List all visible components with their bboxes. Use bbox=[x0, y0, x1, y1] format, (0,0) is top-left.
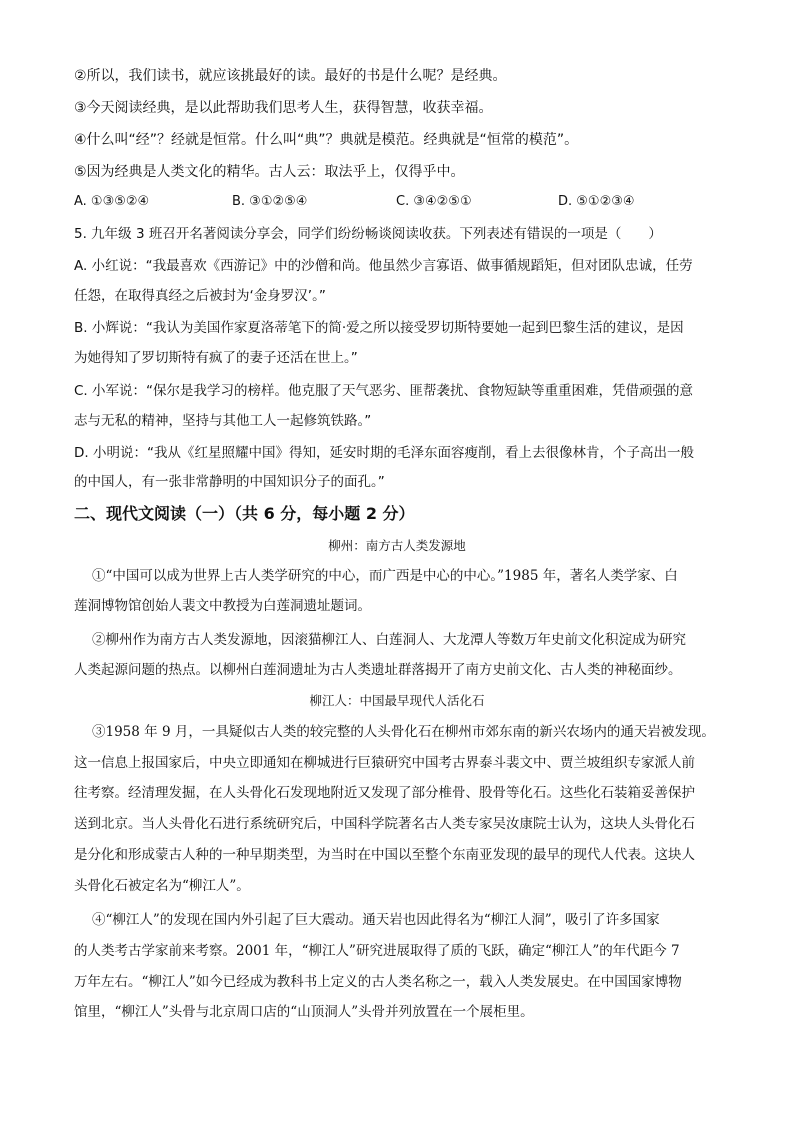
reorder-item-4: ④什么叫“经”？经就是恒常。什么叫“典”？典就是模范。经典就是“恒常的模范”。 bbox=[74, 132, 579, 148]
paragraph-1-line2: 莲洞博物馆创始人裴文中教授为白莲洞遗址题词。 bbox=[74, 598, 371, 614]
section-heading: 二、现代文阅读（一）（共 6 分，每小题 2 分） bbox=[74, 504, 415, 523]
q4-option-c: C. ③④②⑤① bbox=[396, 194, 472, 209]
paragraph-4-line1: ④“柳江人”的发现在国内外引起了巨大震动。通天岩也因此得名为“柳江人洞”，吸引了许多国家 bbox=[92, 912, 660, 928]
q4-option-a: A. ①③⑤②④ bbox=[74, 194, 150, 209]
paragraph-2-line2: 人类起源问题的热点。以柳州白莲洞遗址为古人类遗址群落揭开了南方史前文化、古人类的神秘面纱。 bbox=[74, 662, 682, 678]
q5-option-d-line2: 的中国人，有一张非常静明的中国知识分子的面孔。” bbox=[74, 474, 385, 490]
paragraph-4-line4: 馆里，“柳江人”头骨与北京周口店的“山顶洞人”头骨并列放置在一个展柜里。 bbox=[74, 1004, 534, 1020]
q5-option-c-line1: C. 小军说：“保尔是我学习的榜样。他克服了天气恶劣、匪帮袭扰、食物短缺等重重困难，凭借顽强的意 bbox=[74, 383, 694, 399]
q5-option-b-line1: B. 小辉说：“我认为美国作家夏洛蒂笔下的简·爱之所以接受罗切斯特要她一起到巴黎生活的建议，是因 bbox=[74, 320, 684, 336]
q5-stem: 5. 九年级 3 班召开名著阅读分享会，同学们纷纷畅谈阅读收获。下列表述有错误的一项是（ ） bbox=[74, 226, 662, 242]
article-subtitle-2: 柳江人：中国最早现代人活化石 bbox=[309, 693, 485, 708]
q4-option-d: D. ⑤①②③④ bbox=[558, 194, 635, 209]
paragraph-3-line6: 头骨化石被定名为“柳江人”。 bbox=[74, 878, 250, 894]
reorder-item-5: ⑤因为经典是人类文化的精华。古人云：取法乎上，仅得乎中。 bbox=[74, 164, 465, 180]
paragraph-4-line3: 万年左右。“柳江人”如今已经成为教科书上定义的古人类名称之一，载入人类发展史。在中国国家博物 bbox=[74, 974, 682, 990]
q4-option-b: B. ③①②⑤④ bbox=[232, 194, 308, 209]
q5-option-a-line2: 任怨，在取得真经之后被封为‘金身罗汉’。” bbox=[74, 288, 326, 304]
paragraph-1-line1: ①“中国可以成为世界上古人类学研究的中心，而广西是中心的中心。”1985 年，著名人类学家、白 bbox=[92, 568, 678, 584]
q5-option-c-line2: 志与无私的精神，坚持与其他工人一起修筑铁路。” bbox=[74, 413, 372, 429]
paragraph-2-line1: ②柳州作为南方古人类发源地，因滚猫柳江人、白莲洞人、大龙潭人等数万年史前文化积淀成为研究 bbox=[92, 632, 686, 648]
paragraph-4-line2: 的人类考古学家前来考察。2001 年，“柳江人”研究进展取得了质的飞跃，确定“柳江人”的年代距今 7 bbox=[74, 943, 680, 959]
q5-option-d-line1: D. 小明说：“我从《红星照耀中国》得知，延安时期的毛泽东面容瘦削，看上去很像林肯，个子高出一般 bbox=[74, 445, 694, 461]
paragraph-3-line2: 这一信息上报国家后，中央立即通知在柳城进行巨猿研究中国考古界泰斗裴文中、贾兰坡组织专家派人前 bbox=[74, 755, 695, 771]
q5-option-a-line1: A. 小红说：“我最喜欢《西游记》中的沙僧和尚。他虽然少言寡语、做事循规蹈矩，但对团队忠诚，任劳 bbox=[74, 258, 693, 274]
q4-options bbox=[74, 192, 734, 212]
article-subtitle-1: 柳州：南方古人类发源地 bbox=[328, 538, 466, 553]
paragraph-3-line5: 是分化和形成蒙古人种的一种早期类型，为当时在中国以至整个东南亚发现的最早的现代人代表。这块人 bbox=[74, 847, 695, 863]
q5-option-b-line2: 为她得知了罗切斯特有疯了的妻子还活在世上。” bbox=[74, 350, 358, 366]
paragraph-3-line4: 送到北京。当人头骨化石进行系统研究后，中国科学院著名古人类专家吴汝康院士认为，这块人头骨化石 bbox=[74, 816, 695, 832]
reorder-item-2: ②所以，我们读书，就应该挑最好的读。最好的书是什么呢？是经典。 bbox=[74, 68, 507, 84]
paragraph-3-line3: 往考察。经清理发掘，在人头骨化石发现地附近又发现了部分椎骨、股骨等化石。这些化石装箱妥善保护 bbox=[74, 785, 695, 801]
paragraph-3-line1: ③1958 年 9 月，一具疑似古人类的较完整的人头骨化石在柳州市郊东南的新兴农场内的通天岩被发现。 bbox=[92, 724, 715, 740]
reorder-item-3: ③今天阅读经典，是以此帮助我们思考人生，获得智慧，收获幸福。 bbox=[74, 100, 493, 116]
